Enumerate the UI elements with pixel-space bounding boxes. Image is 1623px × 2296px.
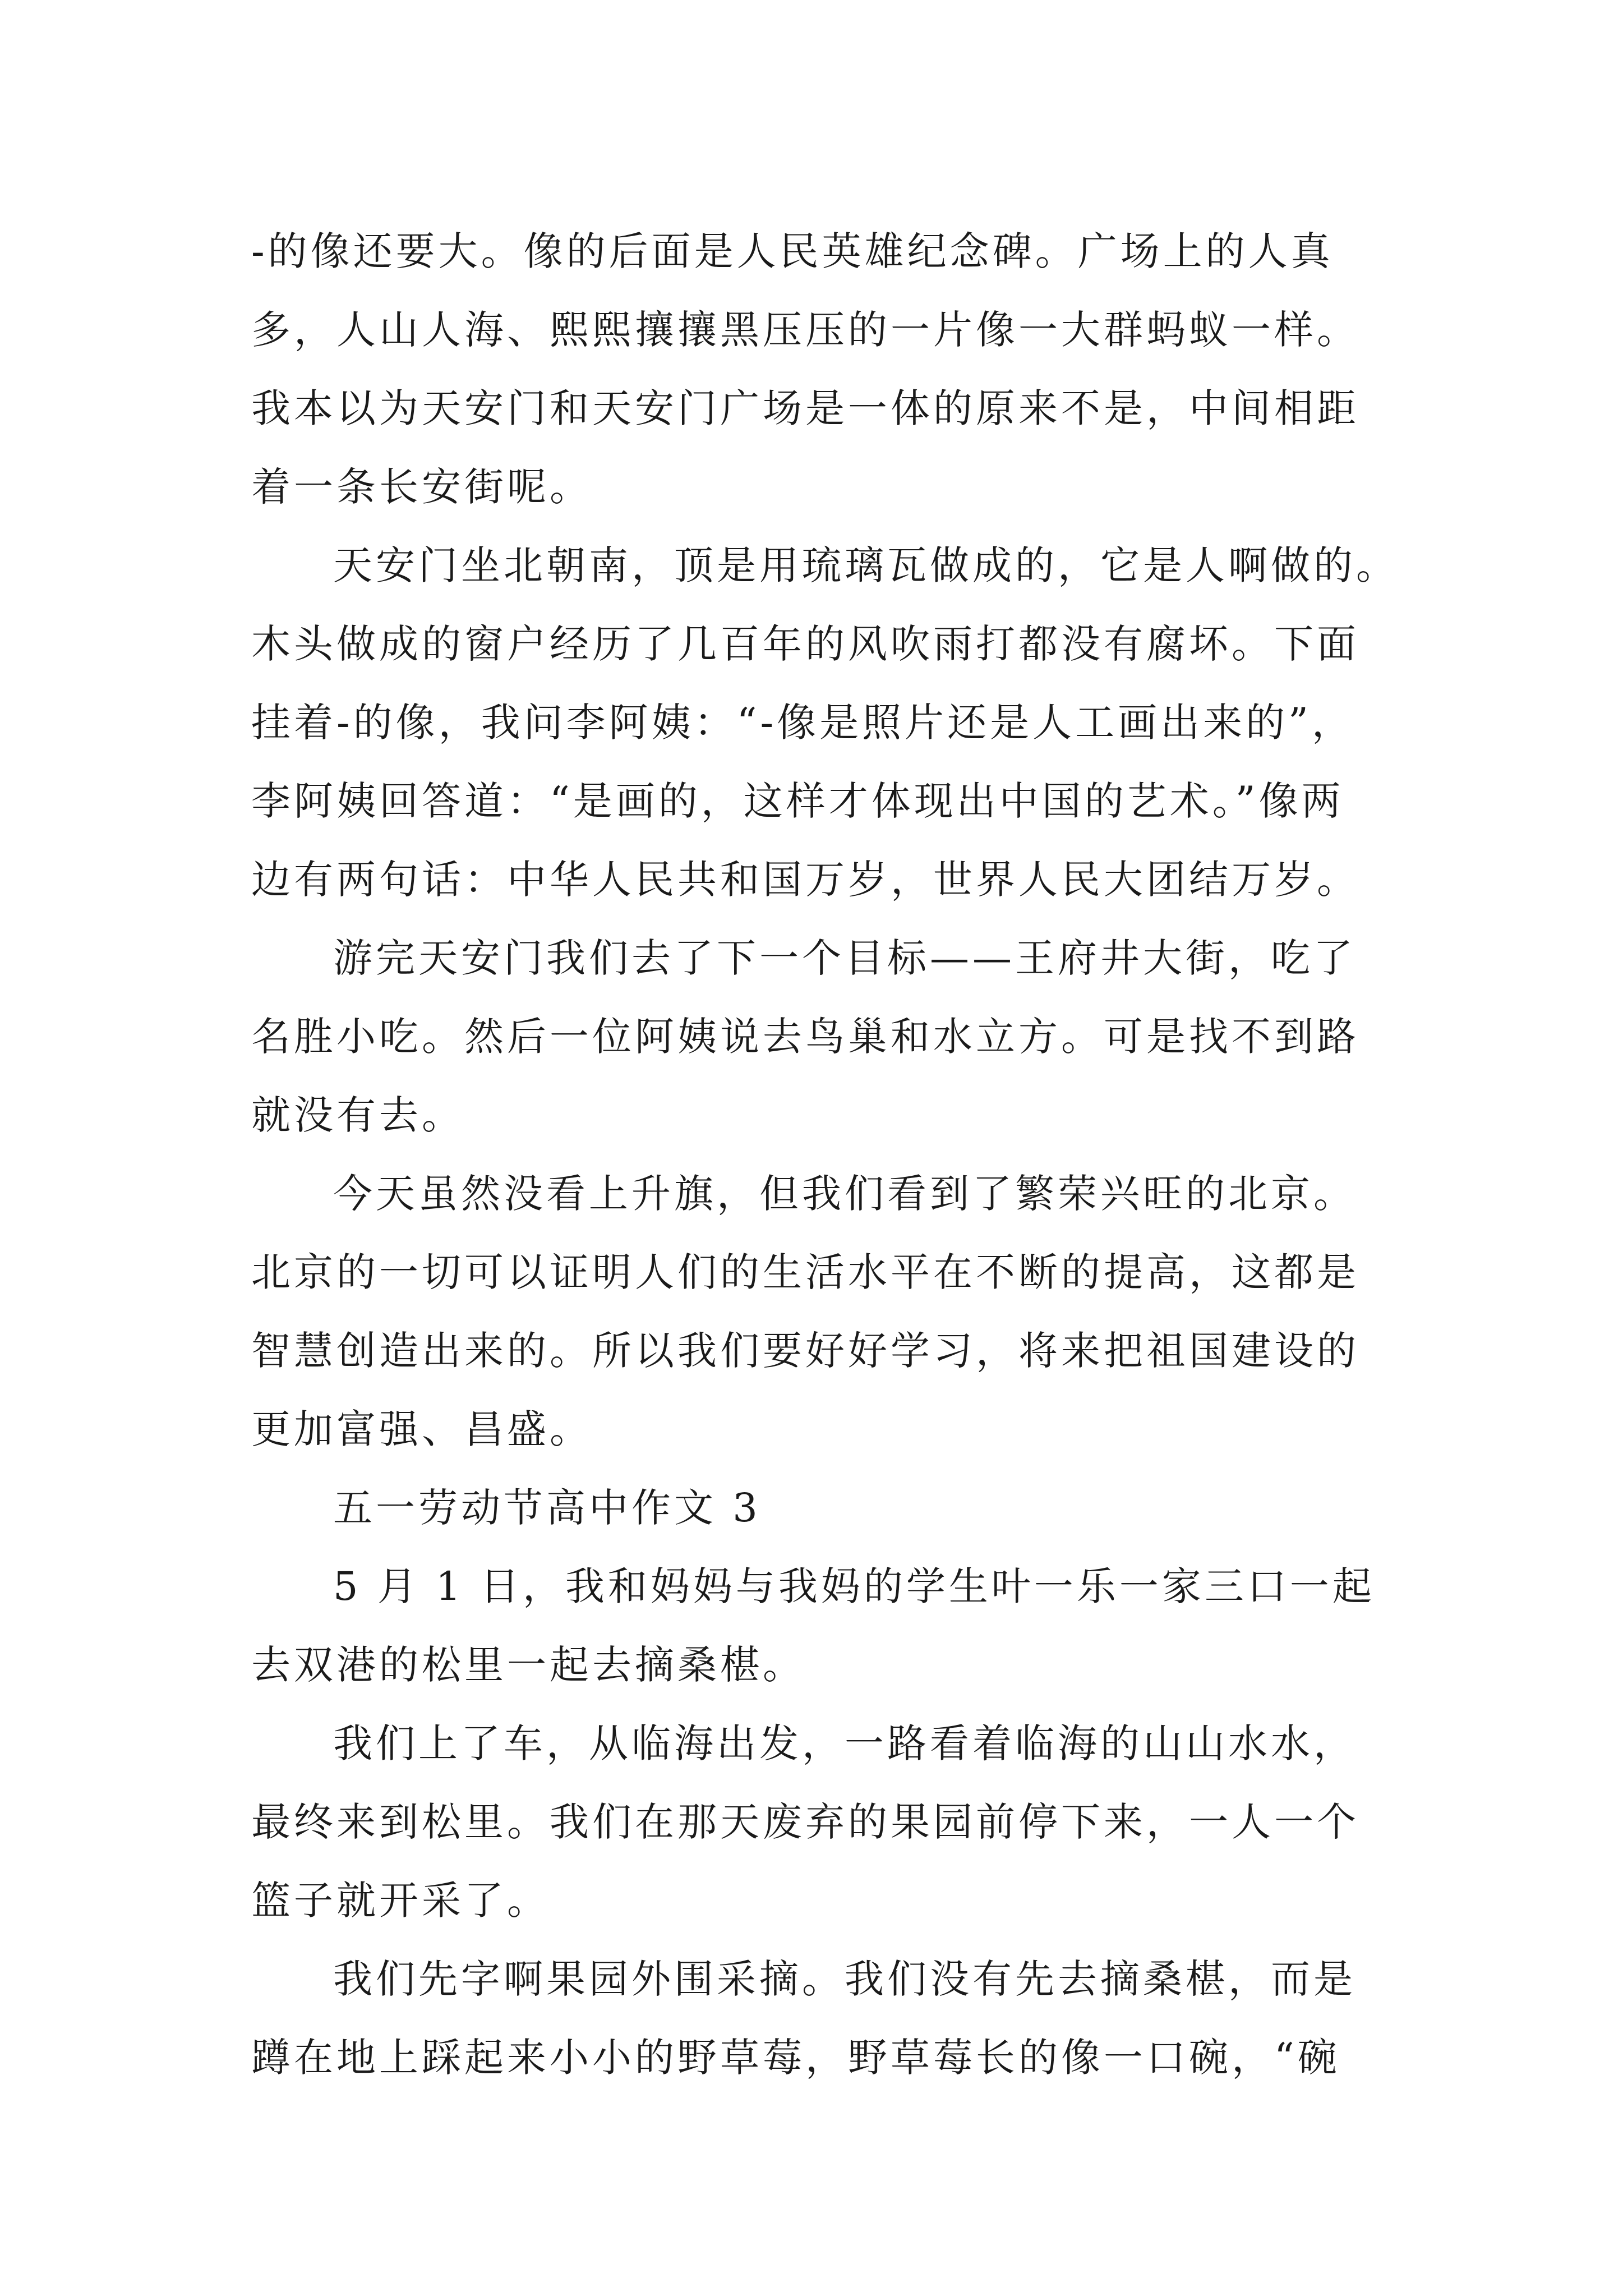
section-heading: 五一劳动节高中作文 3 xyxy=(333,1485,761,1531)
text-line: 最终来到松里。我们在那天废弃的果园前停下来，一人一个 xyxy=(251,1799,1359,1845)
text-line: 边有两句话：中华人民共和国万岁，世界人民大团结万岁。 xyxy=(251,857,1359,903)
text-line: 李阿姨回答道：“是画的，这样才体现出中国的艺术。”像两 xyxy=(251,778,1344,824)
paragraph-first-line: 天安门坐北朝南，顶是用琉璃瓦做成的，它是人啊做的。 xyxy=(333,542,1399,588)
text-line: 北京的一切可以证明人们的生活水平在不断的提高，这都是 xyxy=(251,1249,1359,1295)
text-line: 就没有去。 xyxy=(251,1092,464,1138)
paragraph-first-line: 游完天安门我们去了下一个目标——王府井大街，吃了 xyxy=(333,935,1356,981)
paragraph-first-line: 今天虽然没看上升旗，但我们看到了繁荣兴旺的北京。 xyxy=(333,1171,1356,1217)
text-line: 更加富强、昌盛。 xyxy=(251,1406,592,1452)
text-line: 我本以为天安门和天安门广场是一体的原来不是，中间相距 xyxy=(251,385,1359,431)
document-body xyxy=(251,212,1399,2097)
text-line: 着一条长安街呢。 xyxy=(251,464,592,510)
paragraph-first-line: 我们先字啊果园外围采摘。我们没有先去摘桑椹，而是 xyxy=(333,1956,1356,2002)
text-line: 篮子就开采了。 xyxy=(251,1878,550,1924)
text-line: -的像还要大。像的后面是人民英雄纪念碑。广场上的人真 xyxy=(251,228,1334,274)
text-line: 蹲在地上踩起来小小的野草莓，野草莓长的像一口碗，“碗 xyxy=(251,2035,1340,2081)
text-line: 挂着-的像，我问李阿姨：“-像是照片还是人工画出来的”， xyxy=(251,700,1354,746)
text-line: 多，人山人海、熙熙攘攘黑压压的一片像一大群蚂蚁一样。 xyxy=(251,307,1359,353)
paragraph-first-line: 我们上了车，从临海出发，一路看着临海的山山水水， xyxy=(333,1720,1356,1766)
paragraph-first-line: 5 月 1 日，我和妈妈与我妈的学生叶一乐一家三口一起 xyxy=(333,1563,1375,1609)
text-line: 去双港的松里一起去摘桑椹。 xyxy=(251,1642,805,1688)
text-line: 木头做成的窗户经历了几百年的风吹雨打都没有腐坏。下面 xyxy=(251,621,1359,667)
text-line: 智慧创造出来的。所以我们要好好学习，将来把祖国建设的 xyxy=(251,1328,1359,1374)
text-line: 名胜小吃。然后一位阿姨说去鸟巢和水立方。可是找不到路 xyxy=(251,1014,1359,1060)
